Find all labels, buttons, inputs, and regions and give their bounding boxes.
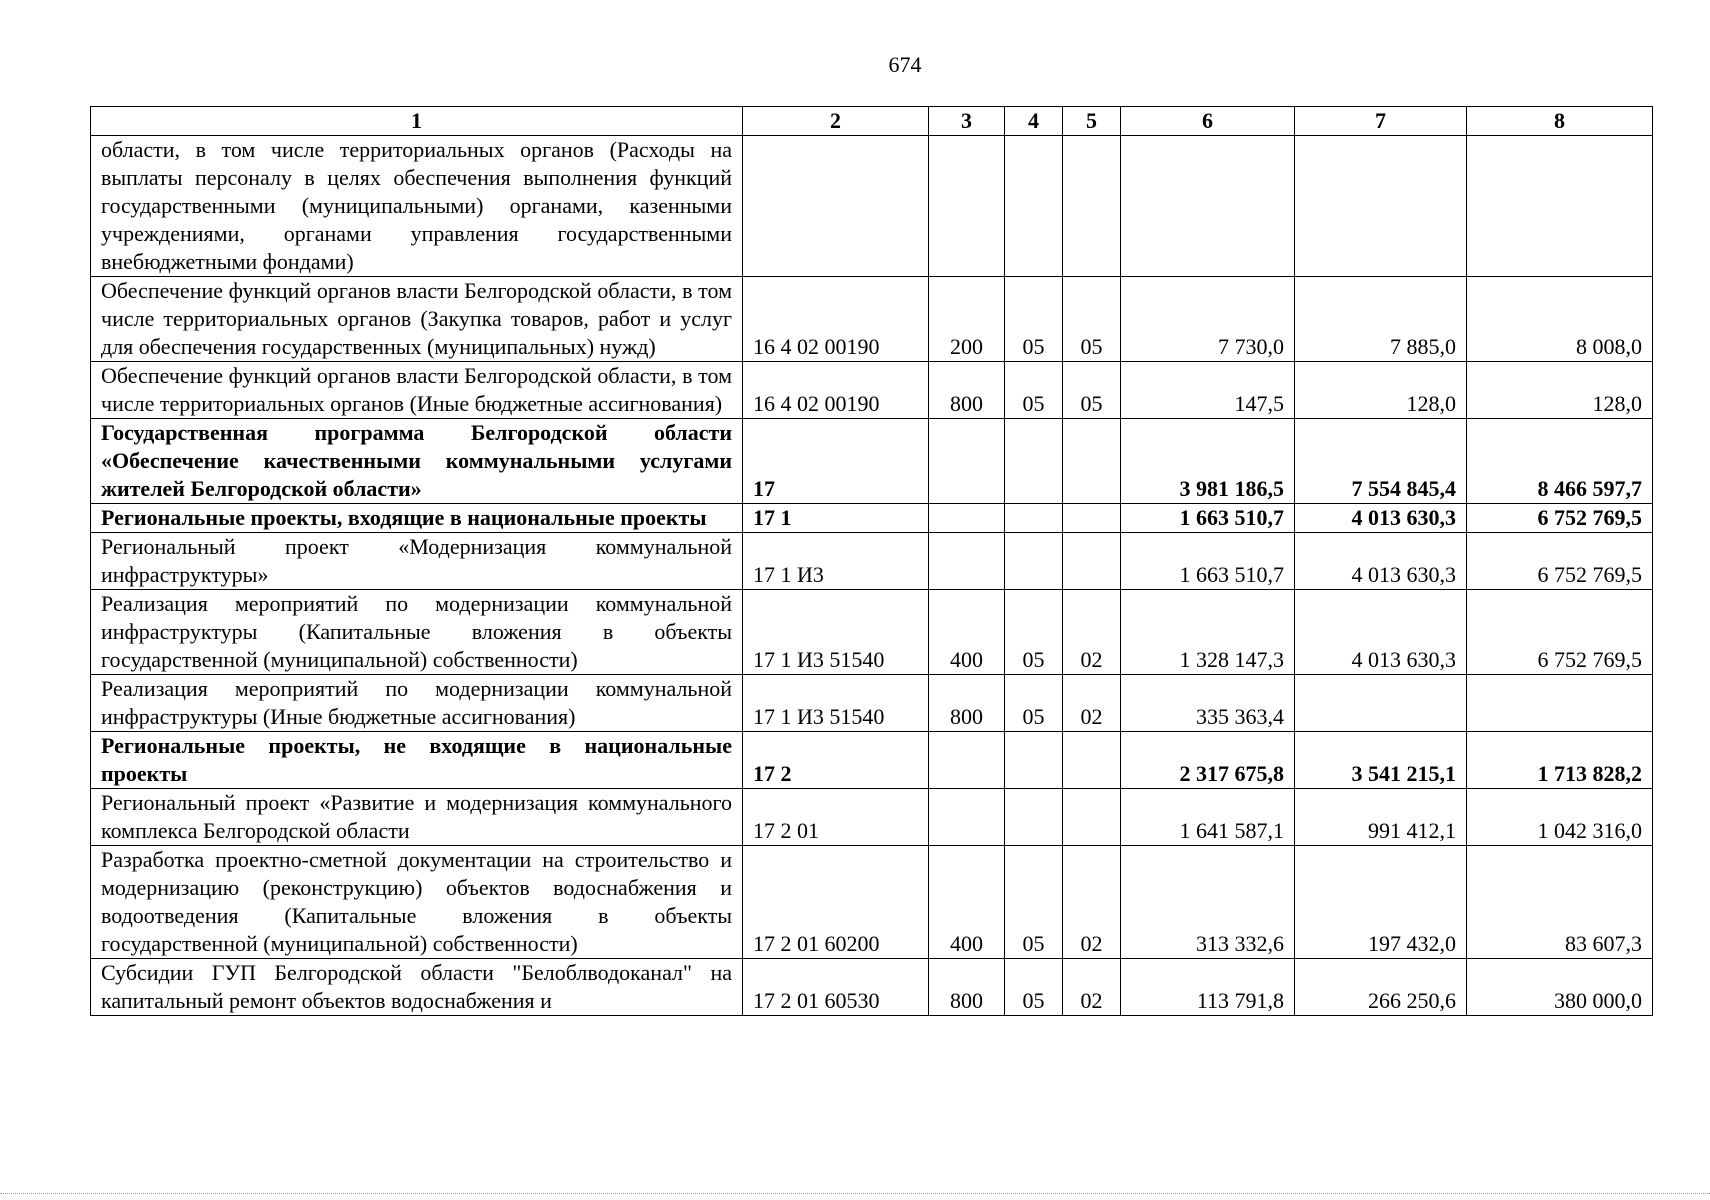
cell-col-3 xyxy=(929,533,1005,590)
cell-name: Государственная программа Белгородской области «Обеспечение качественными коммунальными услугами жителей Белгородской области» xyxy=(91,419,743,504)
cell-value-6: 147,5 xyxy=(1121,362,1295,419)
cell-col-3 xyxy=(929,504,1005,533)
header-col-3: 3 xyxy=(929,107,1005,136)
cell-code: 17 2 01 60530 xyxy=(743,959,929,1016)
cell-name: Региональные проекты, входящие в национальные проекты xyxy=(91,504,743,533)
cell-col-5: 02 xyxy=(1063,590,1121,675)
cell-name: Разработка проектно-сметной документации на строительство и модернизацию (реконструкцию) объектов водоснабжения и водоотведения (Капитальные вложения в объекты государственной (муниципальной) собственности) xyxy=(91,846,743,959)
table-row xyxy=(91,419,1653,504)
header-col-2: 2 xyxy=(743,107,929,136)
table-row xyxy=(91,846,1653,959)
cell-col-4: 05 xyxy=(1005,590,1063,675)
cell-value-7: 197 432,0 xyxy=(1295,846,1467,959)
cell-code xyxy=(743,136,929,277)
table-row xyxy=(91,590,1653,675)
cell-name: Региональный проект «Модернизация коммунальной инфраструктуры» xyxy=(91,533,743,590)
cell-code: 17 1 И3 51540 xyxy=(743,675,929,732)
cell-col-3 xyxy=(929,136,1005,277)
cell-col-5: 02 xyxy=(1063,675,1121,732)
cell-col-5 xyxy=(1063,136,1121,277)
cell-col-5: 05 xyxy=(1063,362,1121,419)
cell-value-7: 128,0 xyxy=(1295,362,1467,419)
cell-value-6 xyxy=(1121,136,1295,277)
table-row xyxy=(91,533,1653,590)
cell-value-8: 128,0 xyxy=(1467,362,1653,419)
cell-col-4: 05 xyxy=(1005,277,1063,362)
cell-value-8 xyxy=(1467,136,1653,277)
cell-name: Региональные проекты, не входящие в национальные проекты xyxy=(91,732,743,789)
cell-col-3: 400 xyxy=(929,590,1005,675)
cell-col-4 xyxy=(1005,732,1063,789)
cell-value-7: 4 013 630,3 xyxy=(1295,504,1467,533)
cell-col-4: 05 xyxy=(1005,675,1063,732)
header-col-7: 7 xyxy=(1295,107,1467,136)
cell-col-3: 800 xyxy=(929,959,1005,1016)
cell-code: 17 2 01 60200 xyxy=(743,846,929,959)
cell-col-3: 400 xyxy=(929,846,1005,959)
cell-col-3: 200 xyxy=(929,277,1005,362)
cell-code: 17 xyxy=(743,419,929,504)
cell-col-5 xyxy=(1063,504,1121,533)
cell-value-6: 7 730,0 xyxy=(1121,277,1295,362)
cell-col-5 xyxy=(1063,533,1121,590)
cell-col-4 xyxy=(1005,789,1063,846)
cell-col-4 xyxy=(1005,533,1063,590)
cell-value-6: 313 332,6 xyxy=(1121,846,1295,959)
table-row xyxy=(91,362,1653,419)
table-row xyxy=(91,789,1653,846)
cell-value-6: 3 981 186,5 xyxy=(1121,419,1295,504)
cell-value-8: 1 713 828,2 xyxy=(1467,732,1653,789)
cell-name: Обеспечение функций органов власти Белгородской области, в том числе территориальных органов (Иные бюджетные ассигнования) xyxy=(91,362,743,419)
cell-name: Реализация мероприятий по модернизации коммунальной инфраструктуры (Капитальные вложения в объекты государственной (муниципальной) собственности) xyxy=(91,590,743,675)
table-row xyxy=(91,277,1653,362)
cell-value-6: 1 641 587,1 xyxy=(1121,789,1295,846)
cell-value-6: 2 317 675,8 xyxy=(1121,732,1295,789)
cell-name: Обеспечение функций органов власти Белгородской области, в том числе территориальных органов (Закупка товаров, работ и услуг для обеспечения государственных (муниципальных) нужд) xyxy=(91,277,743,362)
cell-value-6: 335 363,4 xyxy=(1121,675,1295,732)
table-row xyxy=(91,959,1653,1016)
cell-name: Субсидии ГУП Белгородской области "Белоблводоканал" на капитальный ремонт объектов водоснабжения и xyxy=(91,959,743,1016)
cell-col-4: 05 xyxy=(1005,959,1063,1016)
cell-code: 17 1 И3 xyxy=(743,533,929,590)
cell-col-5: 02 xyxy=(1063,846,1121,959)
cell-col-3: 800 xyxy=(929,362,1005,419)
cell-col-4: 05 xyxy=(1005,362,1063,419)
cell-value-8: 380 000,0 xyxy=(1467,959,1653,1016)
cell-value-7: 266 250,6 xyxy=(1295,959,1467,1016)
cell-col-4 xyxy=(1005,419,1063,504)
cell-col-3 xyxy=(929,419,1005,504)
cell-code: 17 2 xyxy=(743,732,929,789)
cell-value-8: 6 752 769,5 xyxy=(1467,504,1653,533)
table-row xyxy=(91,136,1653,277)
cell-value-6: 1 328 147,3 xyxy=(1121,590,1295,675)
cell-value-8 xyxy=(1467,675,1653,732)
table-row xyxy=(91,675,1653,732)
cell-col-3: 800 xyxy=(929,675,1005,732)
cell-col-5: 05 xyxy=(1063,277,1121,362)
cell-value-8: 8 466 597,7 xyxy=(1467,419,1653,504)
budget-table xyxy=(90,106,1653,1016)
cell-value-7 xyxy=(1295,675,1467,732)
cell-col-4 xyxy=(1005,136,1063,277)
scan-edge-line xyxy=(0,1193,1710,1195)
cell-value-6: 1 663 510,7 xyxy=(1121,533,1295,590)
cell-value-7: 991 412,1 xyxy=(1295,789,1467,846)
cell-value-8: 6 752 769,5 xyxy=(1467,590,1653,675)
cell-value-7: 3 541 215,1 xyxy=(1295,732,1467,789)
cell-name: Реализация мероприятий по модернизации коммунальной инфраструктуры (Иные бюджетные ассигнования) xyxy=(91,675,743,732)
cell-col-4: 05 xyxy=(1005,846,1063,959)
header-col-8: 8 xyxy=(1467,107,1653,136)
cell-col-5 xyxy=(1063,789,1121,846)
cell-code: 17 1 xyxy=(743,504,929,533)
table-body xyxy=(91,136,1653,1016)
cell-value-7: 7 885,0 xyxy=(1295,277,1467,362)
header-col-5: 5 xyxy=(1063,107,1121,136)
header-row xyxy=(91,107,1653,136)
header-col-1: 1 xyxy=(91,107,743,136)
cell-value-6: 1 663 510,7 xyxy=(1121,504,1295,533)
cell-col-5: 02 xyxy=(1063,959,1121,1016)
cell-code: 17 2 01 xyxy=(743,789,929,846)
cell-code: 16 4 02 00190 xyxy=(743,277,929,362)
cell-value-7 xyxy=(1295,136,1467,277)
cell-value-7: 7 554 845,4 xyxy=(1295,419,1467,504)
page-number: 674 xyxy=(888,52,922,77)
cell-value-8: 1 042 316,0 xyxy=(1467,789,1653,846)
cell-col-5 xyxy=(1063,419,1121,504)
table-row xyxy=(91,504,1653,533)
cell-col-4 xyxy=(1005,504,1063,533)
cell-code: 17 1 И3 51540 xyxy=(743,590,929,675)
cell-value-8: 83 607,3 xyxy=(1467,846,1653,959)
cell-name: области, в том числе территориальных органов (Расходы на выплаты персоналу в целях обеспечения выполнения функций государственными (муниципальными) органами, казенными учреждениями, органами управления государственными внебюджетными фондами) xyxy=(91,136,743,277)
cell-value-7: 4 013 630,3 xyxy=(1295,533,1467,590)
cell-col-5 xyxy=(1063,732,1121,789)
table-row xyxy=(91,732,1653,789)
cell-name: Региональный проект «Развитие и модернизация коммунального комплекса Белгородской области xyxy=(91,789,743,846)
cell-value-7: 4 013 630,3 xyxy=(1295,590,1467,675)
header-col-6: 6 xyxy=(1121,107,1295,136)
cell-value-8: 8 008,0 xyxy=(1467,277,1653,362)
cell-col-3 xyxy=(929,789,1005,846)
cell-code: 16 4 02 00190 xyxy=(743,362,929,419)
cell-value-8: 6 752 769,5 xyxy=(1467,533,1653,590)
cell-value-6: 113 791,8 xyxy=(1121,959,1295,1016)
header-col-4: 4 xyxy=(1005,107,1063,136)
cell-col-3 xyxy=(929,732,1005,789)
